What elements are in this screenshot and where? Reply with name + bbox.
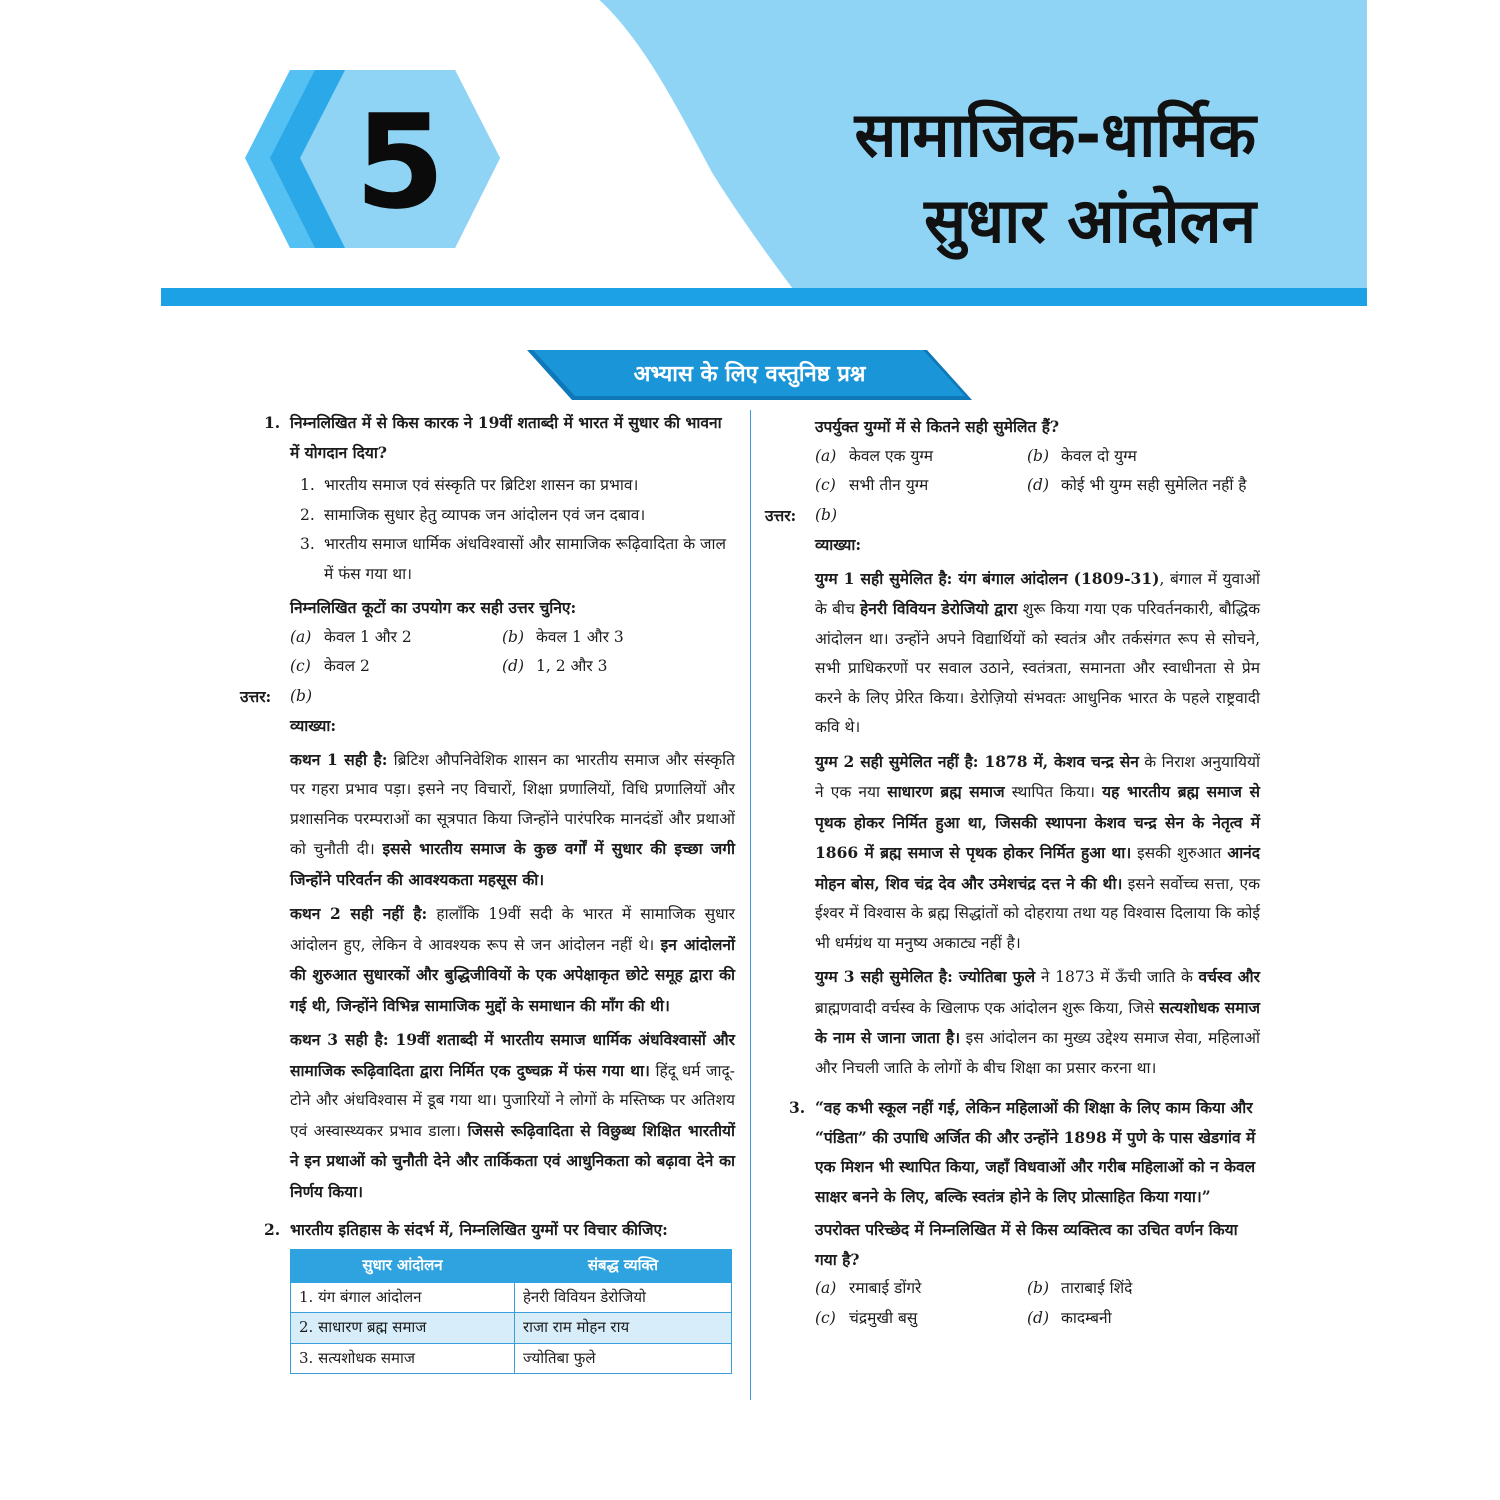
explanation-text: इस आंदोलन का मुख्य उद्देश्य समाज सेवा, महिलाओं और निचली जाति के लोगों के बीच शिक्षा का प्रसार करना था।: [815, 1029, 1261, 1077]
question-3-options: [765, 1274, 1260, 1333]
table-header-movement: सुधार आंदोलन: [291, 1249, 515, 1282]
question-1-text: निम्नलिखित में से किस कारक ने 19वीं शताब्दी में भारत में सुधार की भावना में योगदान दिया?: [290, 413, 722, 462]
answer-label: उत्तर:: [765, 505, 797, 525]
question-3-quote: “वह कभी स्कूल नहीं गई, लेकिन महिलाओं की शिक्षा के लिए काम किया और “पंडिता” की उपाधि अर्जित की और उन्होंने 1898 में पुणे के पास खेडगांव में एक मिशन भी स्थापित किया, जहाँ विधवाओं और गरीब महिलाओं को न केवल साक्षर बनने के लिए, बल्कि स्वतंत्र होने के लिए प्रोत्साहित किया गया।”: [815, 1098, 1256, 1206]
explanation-statement-3: [240, 1025, 735, 1207]
option-label: (b): [502, 627, 525, 646]
pairs-table: [290, 1249, 732, 1375]
explanation-emphasis: 19वीं शताब्दी में भारतीय समाज धार्मिक अंधविश्वासों और सामाजिक रूढ़िवादिता द्वारा निर्मित एक दुष्चक्र में फंस गया था।: [290, 1030, 735, 1080]
option-text: रमाबाई डोंगरे: [849, 1279, 922, 1297]
option-label: (a): [290, 627, 312, 646]
question-1-instruction: निम्नलिखित कूटों का उपयोग कर सही उत्तर चुनिए:: [290, 598, 577, 617]
question-2-options: [765, 442, 1260, 501]
explanation-text: , बंगाल में युवाओं के बीच: [815, 569, 1260, 618]
explanation-text: ने 1873 में ऊँची जाति के: [1035, 968, 1199, 986]
option-label: (b): [1027, 1279, 1050, 1297]
option-label: (c): [815, 1308, 836, 1327]
question-3-number: 3.: [789, 1098, 806, 1117]
explanation-pair-1: [765, 564, 1260, 743]
explanation-emphasis: आनंद मोहन बोस, शिव चंद्र देव और उमेशचंद्र दत्त ने की थी।: [815, 843, 1260, 893]
explanation-emphasis: इससे भारतीय समाज के कुछ वर्गों में सुधार की इच्छा जगी जिन्होंने परिवर्तन की आवश्यकता महसूस की।: [290, 839, 735, 889]
explanation-emphasis: इन आंदोलनों की शुरुआत सुधारकों और बुद्धिजीवियों के एक अपेक्षाकृत छोटे समूह द्वारा की गई थी, जिन्होंने विभिन्न सामाजिक मुद्दों के समाधान की माँग की थी।: [290, 934, 735, 1015]
statement-text: सामाजिक सुधार हेतु व्यापक जन आंदोलन एवं जन दबाव।: [324, 505, 646, 524]
option-label: (d): [1027, 1308, 1050, 1327]
explanation-label: व्याख्या:: [815, 535, 862, 554]
explanation-emphasis: सत्यशोधक समाज के नाम से जाना जाता है।: [815, 997, 1260, 1047]
statement-number: 1.: [300, 476, 315, 494]
option-text: केवल एक युग्म: [849, 446, 933, 465]
explanation-statement-2: [240, 899, 735, 1021]
right-column: [765, 408, 1260, 1333]
answer-value: (b): [290, 686, 313, 705]
explanation-heading: युग्म 1 सही सुमेलित है: यंग बंगाल आंदोलन (1809-31): [815, 568, 1160, 588]
chapter-title: [855, 92, 1256, 264]
option-text: केवल 2: [324, 657, 370, 675]
option-text: कादम्बनी: [1061, 1308, 1112, 1327]
question-1-answer: [240, 682, 735, 712]
option-text: केवल 1 और 2: [324, 627, 412, 646]
table-cell: 2. साधारण ब्रह्म समाज: [291, 1313, 515, 1344]
explanation-text: शुरू किया गया एक परिवर्तनकारी, बौद्धिक आंदोलन था। उन्होंने अपने विद्यार्थियों को स्वतंत्र और तर्कसंगत रूप से सोचने, सभी प्राधिकरणों पर सवाल उठाने, स्वतंत्रता, समानता और स्वाधीनता से प्रेम करने के लिए प्रेरित किया। डेरोज़ियो संभवतः आधुनिक भारत के पहले राष्ट्रवादी कवि थे।: [815, 600, 1261, 736]
explanation-pair-3: [765, 962, 1260, 1083]
option-a[interactable]: [815, 1274, 1027, 1304]
header-bottom-bar: [161, 288, 1367, 306]
question-1-number: 1.: [264, 413, 281, 432]
column-divider: [750, 410, 751, 1400]
option-d[interactable]: [1027, 1304, 1267, 1334]
answer-value: (b): [815, 505, 838, 524]
explanation-text: के निराश अनुयायियों ने एक नया: [815, 752, 1260, 801]
answer-label: उत्तर:: [240, 686, 272, 706]
table-cell: हेनरी विवियन डेरोजियो: [514, 1282, 731, 1313]
question-1-options: [240, 623, 735, 682]
option-label: (c): [815, 476, 836, 494]
chapter-title-line1: सामाजिक-धार्मिक: [854, 98, 1256, 171]
explanation-text: इसने सर्वोच्च सत्ता, एक ईश्वर में विश्वास के ब्रह्म सिद्धांतों को दोहराया तथा यह विश्वास दिलाया कि कोई भी धर्मग्रंथ या मनुष्य अकाट्य नहीं है।: [815, 874, 1260, 952]
statement-text: भारतीय समाज एवं संस्कृति पर ब्रिटिश शासन का प्रभाव।: [324, 476, 639, 494]
option-label: (d): [1027, 476, 1050, 494]
table-row: [291, 1343, 732, 1374]
option-text: केवल दो युग्म: [1061, 446, 1137, 465]
explanation-emphasis: यह भारतीय ब्रह्म समाज से पृथक होकर निर्मित हुआ था, जिसकी स्थापना केशव चन्द्र सेन के नेतृत्व में 1866 में ब्रह्म समाज से पृथक होकर निर्मित हुआ था।: [815, 782, 1261, 862]
explanation-emphasis: साधारण ब्रह्म समाज: [887, 782, 1005, 801]
explanation-emphasis: जिससे रूढ़िवादिता से विछुब्ध शिक्षित भारतीयों ने इन प्रथाओं को चुनौती देने और तार्किकता एवं आधुनिकता को बढ़ावा देने का निर्णय किया।: [290, 1120, 735, 1201]
left-column: [240, 408, 735, 1374]
option-text: कोई भी युग्म सही सुमेलित नहीं है: [1061, 476, 1247, 494]
option-text: चंद्रमुखी बसु: [849, 1308, 918, 1327]
question-2-text: भारतीय इतिहास के संदर्भ में, निम्नलिखित युग्मों पर विचार कीजिए:: [290, 1220, 668, 1239]
table-cell: 3. सत्यशोधक समाज: [291, 1343, 515, 1374]
table-header-row: [291, 1249, 732, 1282]
option-c[interactable]: [815, 1304, 1027, 1334]
statement-number: 2.: [300, 505, 315, 524]
option-c[interactable]: [290, 652, 502, 682]
question-3-text: उपरोक्त परिच्छेद में निम्नलिखित में से किस व्यक्तित्व का उचित वर्णन किया गया है?: [815, 1220, 1238, 1269]
statement-2: [240, 501, 735, 531]
option-text: केवल 1 और 3: [536, 627, 624, 646]
option-label: (d): [502, 657, 525, 675]
option-text: ताराबाई शिंदे: [1061, 1279, 1133, 1297]
explanation-text: स्थापित किया।: [1004, 783, 1103, 801]
explanation-text: ब्राह्मणवादी वर्चस्व के खिलाफ एक आंदोलन शुरू किया, जिसे: [815, 998, 1160, 1017]
explanation-emphasis: हेनरी विवियन डेरोजियो द्वारा: [860, 599, 1018, 618]
option-text: सभी तीन युग्म: [849, 476, 929, 494]
statement-text: भारतीय समाज धार्मिक अंधविश्वासों और सामाजिक रूढ़िवादिता के जाल में फंस गया था।: [324, 535, 727, 583]
explanation-statement-1: [240, 745, 735, 896]
table-cell: 1. यंग बंगाल आंदोलन: [291, 1282, 515, 1313]
statement-1: [240, 471, 735, 501]
section-banner-title: अभ्यास के लिए वस्तुनिष्ठ प्रश्न: [633, 362, 866, 387]
option-a[interactable]: [815, 442, 1027, 472]
option-d[interactable]: [1027, 471, 1267, 501]
explanation-heading: युग्म 3 सही सुमेलित है: ज्योतिबा फुले: [815, 967, 1036, 986]
chapter-number: 5: [354, 86, 446, 238]
option-label: (a): [815, 1279, 837, 1297]
explanation-text: ब्रिटिश औपनिवेशिक शासन का भारतीय समाज और संस्कृति पर गहरा प्रभाव पड़ा। इसने नए विचारों, शिक्षा प्रणालियों, विधि प्रणालियों और प्रशासनिक परम्पराओं का सूत्रपात किया जिन्होंने पारंपरिक मानदंडों और प्रथाओं को चुनौती दी।: [290, 750, 736, 858]
explanation-heading: युग्म 2 सही सुमेलित नहीं है: 1878 में, केशव चन्द्र सेन: [815, 751, 1139, 771]
option-c[interactable]: [815, 471, 1027, 501]
question-2-answer: [765, 501, 1260, 531]
option-label: (b): [1027, 446, 1050, 465]
explanation-pair-2: [765, 747, 1260, 959]
option-text: 1, 2 और 3: [536, 657, 608, 675]
explanation-text: हालाँकि 19वीं सदी के भारत में सामाजिक सुधार आंदोलन हुए, लेकिन वे आवश्यक रूप से जन आंदोलन नहीं थे।: [290, 905, 735, 954]
statement-number: 3.: [300, 535, 315, 553]
question-2-number: 2.: [264, 1220, 281, 1239]
table-cell: ज्योतिबा फुले: [514, 1343, 731, 1374]
chapter-header-art: [0, 0, 1500, 310]
explanation-label: व्याख्या:: [290, 716, 337, 735]
explanation-heading: कथन 3 सही है:: [290, 1030, 389, 1049]
question-1: [240, 408, 735, 467]
question-3: [765, 1093, 1260, 1211]
explanation-heading: कथन 2 सही नहीं है:: [290, 904, 428, 923]
table-row: [291, 1282, 732, 1313]
option-b[interactable]: [502, 623, 722, 653]
table-row: [291, 1313, 732, 1344]
option-a[interactable]: [290, 623, 502, 653]
option-label: (a): [815, 446, 837, 465]
table-cell: राजा राम मोहन राय: [514, 1313, 731, 1344]
question-2-continuation: उपर्युक्त युग्मों में से कितने सही सुमेलित हैं?: [815, 417, 1060, 436]
explanation-text: हिंदू धर्म जादू-टोने और अंधविश्वास में डूब गया था। पुजारियों ने लोगों के मस्तिष्क पर अतिशय एवं अस्वास्थ्यकर प्रभाव डाला।: [290, 1061, 736, 1140]
explanation-heading: कथन 1 सही है:: [290, 749, 388, 769]
option-label: (c): [290, 657, 311, 675]
option-d[interactable]: [502, 652, 722, 682]
option-b[interactable]: [1027, 442, 1267, 472]
option-b[interactable]: [1027, 1274, 1267, 1304]
table-header-person: संबद्ध व्यक्ति: [514, 1249, 731, 1282]
statement-3: [240, 530, 735, 589]
explanation-emphasis: वर्चस्व और: [1198, 967, 1260, 986]
question-2: [240, 1215, 735, 1245]
explanation-text: इसकी शुरुआत: [1131, 844, 1228, 862]
chapter-title-line2: सुधार आंदोलन: [924, 184, 1256, 257]
